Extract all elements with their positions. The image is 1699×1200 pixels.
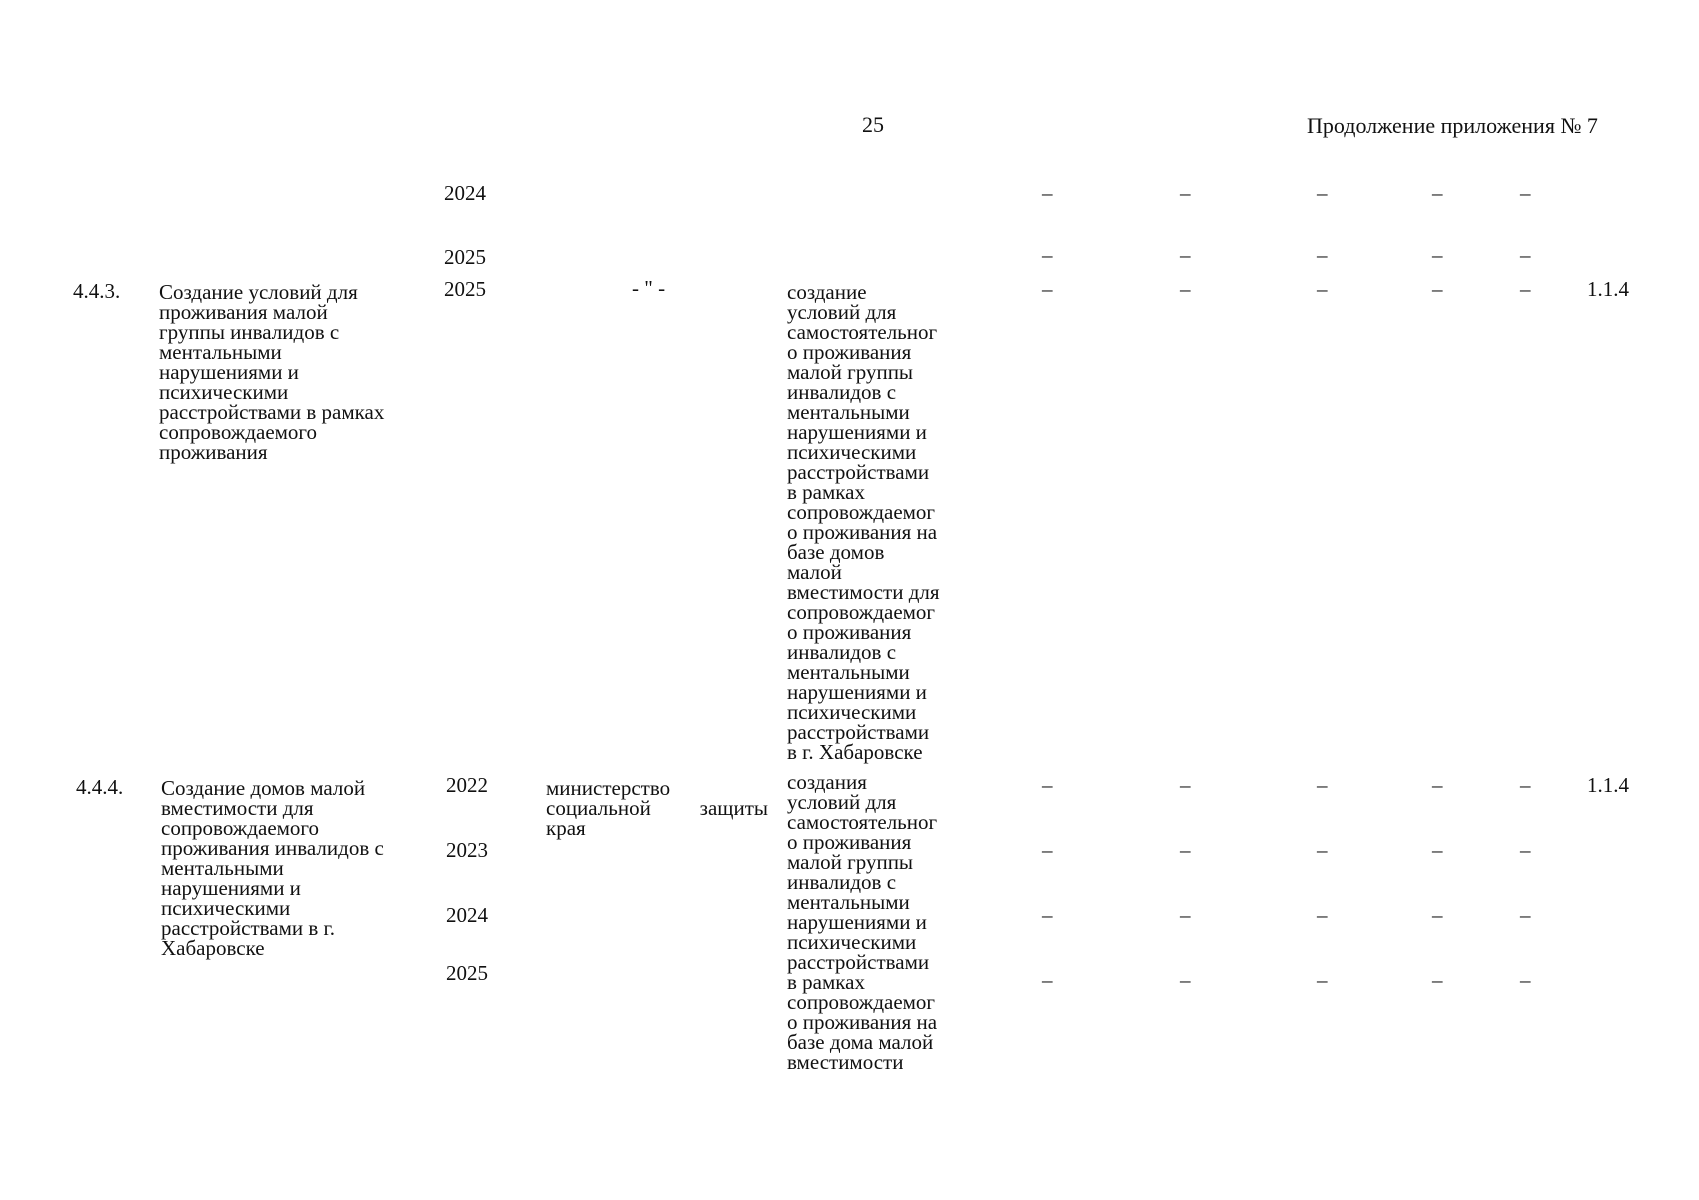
year-cell: 2025 bbox=[444, 245, 486, 269]
expected-result: создание условий для самостоятельног о проживания малой группы инвалидов с ментальными нарушениями и психическими расстройствами в рамках сопровождаемог о проживания на базе домов малой вместимости для сопровождаемог о проживания инвалидов с ментальными нарушениями и психическими расстройствами в г. Хабаровске bbox=[787, 280, 940, 764]
indicator-number: 1.1.4 bbox=[1587, 773, 1629, 797]
dash-cell: – bbox=[1042, 181, 1053, 205]
dash-cell: – bbox=[1180, 903, 1191, 927]
dash-cell: – bbox=[1042, 968, 1053, 992]
dash-cell: – bbox=[1432, 773, 1443, 797]
year-cell: 2023 bbox=[446, 838, 488, 862]
dash-cell: – bbox=[1180, 181, 1191, 205]
dash-cell: – bbox=[1317, 277, 1328, 301]
page-number: 25 bbox=[862, 112, 884, 137]
dash-cell: – bbox=[1317, 838, 1328, 862]
dash-cell: – bbox=[1432, 838, 1443, 862]
executor: министерство социальной защиты края bbox=[546, 776, 768, 840]
dash-cell: – bbox=[1042, 243, 1053, 267]
dash-cell: – bbox=[1520, 968, 1531, 992]
dash-cell: – bbox=[1520, 277, 1531, 301]
year-cell: 2024 bbox=[446, 903, 488, 927]
executor-same-as-above: - " - bbox=[632, 276, 666, 300]
dash-cell: – bbox=[1317, 181, 1328, 205]
dash-cell: – bbox=[1180, 243, 1191, 267]
dash-cell: – bbox=[1042, 773, 1053, 797]
expected-result: создания условий для самостоятельног о проживания малой группы инвалидов с ментальными нарушениями и психическими расстройствами в рамках сопровождаемог о проживания на базе дома малой вместимости bbox=[787, 770, 938, 1074]
appendix-continuation: Продолжение приложения № 7 bbox=[1307, 113, 1598, 138]
dash-cell: – bbox=[1317, 243, 1328, 267]
dash-cell: – bbox=[1180, 968, 1191, 992]
dash-cell: – bbox=[1432, 181, 1443, 205]
indicator-number: 1.1.4 bbox=[1587, 277, 1629, 301]
dash-cell: – bbox=[1520, 243, 1531, 267]
item-name: Создание домов малой вместимости для сопровождаемого проживания инвалидов с ментальными нарушениями и психическими расстройствами в г. Хабаровске bbox=[161, 776, 384, 960]
dash-cell: – bbox=[1180, 277, 1191, 301]
year-cell: 2022 bbox=[446, 773, 488, 797]
item-number: 4.4.4. bbox=[76, 775, 124, 799]
item-number: 4.4.3. bbox=[73, 279, 121, 303]
dash-cell: – bbox=[1520, 838, 1531, 862]
year-cell: 2025 bbox=[444, 277, 486, 301]
item-name: Создание условий для проживания малой группы инвалидов с ментальными нарушениями и психическими расстройствами в рамках сопровождаемого проживания bbox=[159, 280, 385, 464]
dash-cell: – bbox=[1432, 968, 1443, 992]
dash-cell: – bbox=[1042, 903, 1053, 927]
dash-cell: – bbox=[1432, 903, 1443, 927]
dash-cell: – bbox=[1180, 838, 1191, 862]
year-cell: 2024 bbox=[444, 181, 486, 205]
dash-cell: – bbox=[1317, 773, 1328, 797]
dash-cell: – bbox=[1520, 903, 1531, 927]
dash-cell: – bbox=[1432, 243, 1443, 267]
year-cell: 2025 bbox=[446, 961, 488, 985]
dash-cell: – bbox=[1317, 968, 1328, 992]
dash-cell: – bbox=[1042, 838, 1053, 862]
dash-cell: – bbox=[1042, 277, 1053, 301]
dash-cell: – bbox=[1520, 773, 1531, 797]
dash-cell: – bbox=[1520, 181, 1531, 205]
dash-cell: – bbox=[1180, 773, 1191, 797]
dash-cell: – bbox=[1432, 277, 1443, 301]
dash-cell: – bbox=[1317, 903, 1328, 927]
